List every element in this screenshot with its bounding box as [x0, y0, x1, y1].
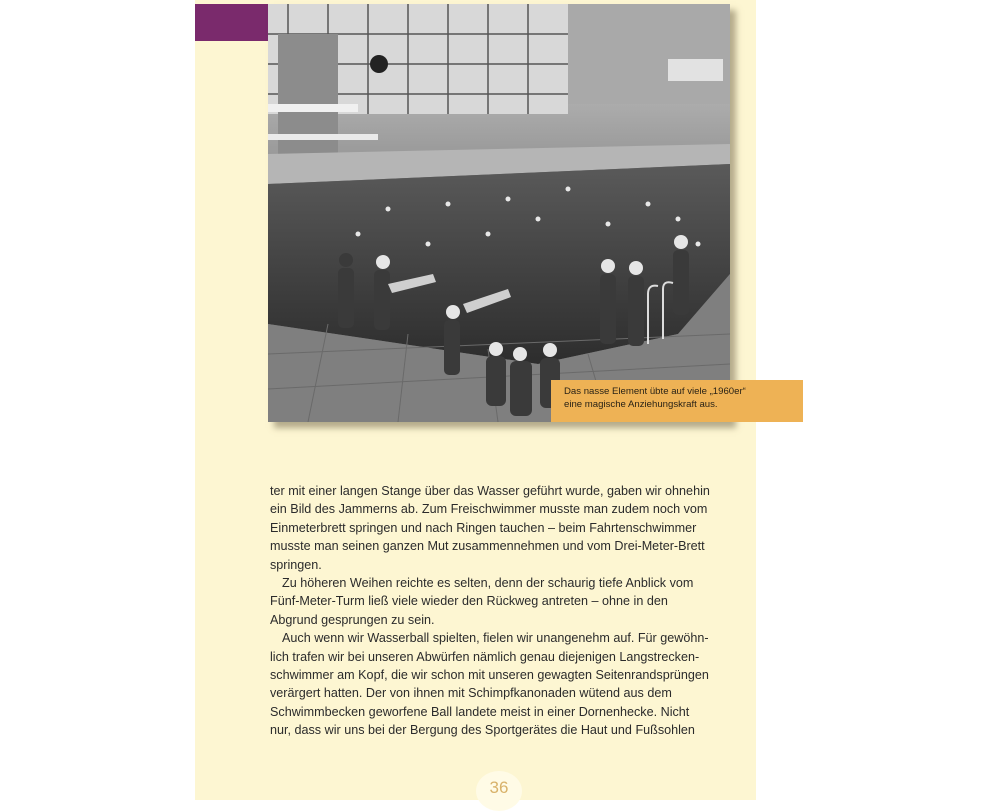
caption-line: eine magische Anziehungskraft aus. [564, 398, 718, 410]
page-number: 36 [476, 771, 522, 811]
text-line: ter mit einer langen Stange über das Wasser geführt wurde, gaben wir ohnehin [270, 484, 710, 498]
text-line: schwimmer am Kopf, die wir schon mit unseren gewagten Seitenrandsprüngen [270, 668, 709, 683]
text-line: verärgert hatten. Der von ihnen mit Schimpfkanonaden wütend aus dem [270, 686, 672, 701]
text-line: musste man seinen ganzen Mut zusammennehmen und vom Drei-Meter-Brett [270, 539, 705, 554]
body-text [270, 482, 732, 740]
photo-caption [551, 380, 803, 422]
text-line: Abgrund gesprungen zu sein. [270, 612, 435, 627]
text-line: Fünf-Meter-Turm ließ viele wieder den Rückweg antreten – ohne in den [270, 594, 668, 609]
chapter-color-tab [195, 4, 268, 41]
text-line: ein Bild des Jammerns ab. Zum Freischwimmer musste man zudem noch vom [270, 502, 708, 517]
text-line: Auch wenn wir Wasserball spielten, fielen wir unangenehm auf. Für gewöhn- [282, 631, 709, 646]
text-line: lich trafen wir bei unseren Abwürfen nämlich genau diejenigen Langstrecken- [270, 649, 700, 664]
text-line: nur, dass wir uns bei der Bergung des Sportgerätes die Haut und Fußsohlen [270, 723, 695, 738]
text-line: Zu höheren Weihen reichte es selten, denn der schaurig tiefe Anblick vom [282, 576, 694, 591]
swimming-pool-photo [268, 4, 730, 422]
text-line: Einmeterbrett springen und nach Ringen tauchen – beim Fahrtenschwimmer [270, 520, 697, 535]
caption-line: Das nasse Element übte auf viele „1960er“ [564, 386, 746, 397]
text-line: Schwimmbecken geworfene Ball landete meist in einer Dornenhecke. Nicht [270, 704, 690, 719]
text-line: springen. [270, 557, 322, 572]
